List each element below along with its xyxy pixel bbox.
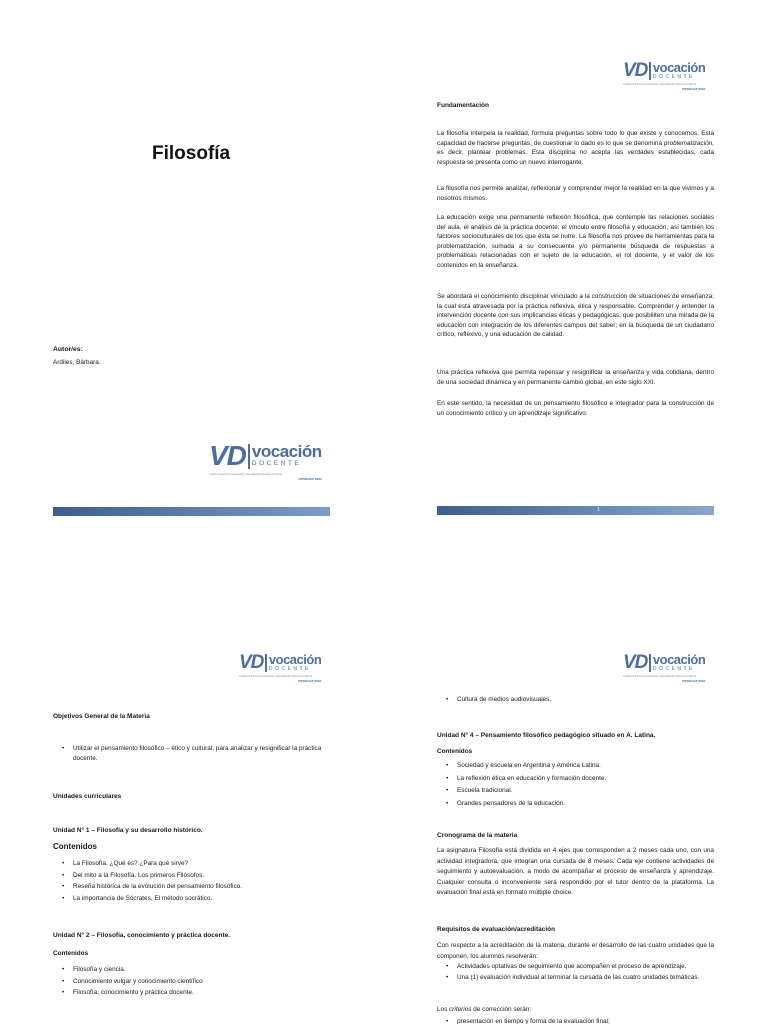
list-item: • La Filosofía. ¿Qué es? ¿Para qué sirve? — [53, 858, 330, 870]
unit4-list — [437, 760, 714, 810]
list-item: • Del mito a la Filosofía. Los primeros Filósofos. — [53, 870, 330, 882]
institution-logo — [209, 440, 322, 481]
paragraph — [437, 1005, 714, 1015]
section-heading: Requisitos de evaluación/acreditación — [437, 926, 556, 933]
paragraph: La filosofía nos permite analizar, reflexionar y comprender mejor la realidad en la que vivimos y a nosotros mismos. — [437, 185, 714, 202]
logo-word: vocación — [652, 60, 706, 75]
list-item: • Reseña histórica de la evolución del pensamiento filosófico. — [53, 881, 330, 893]
paragraph: La educación exige una permanente reflexión filosófica, que contemple las relaciones sociales del aula, el análisis de la práctica docente; el vínculo entre filosofía y educación; así también los factores socioculturales de los que ésta se nutre. La filosofía nos provee de herramientas para la problematización, sumada a su consecuente y/o permanente búsqueda de respuestas a problemáticas relacionadas con el sujeto de la educación, el rol docente, y el valor de los contenidos en la enseñanza. — [437, 214, 714, 269]
requirements-list — [437, 962, 714, 983]
logo-separator — [649, 654, 651, 672]
logo-code: DIPREGEP 6690 — [298, 477, 322, 481]
logo-sub: DOCENTE — [251, 460, 302, 467]
logo-separator — [649, 62, 651, 80]
unit-heading: Unidad N° 1 – Filosofía y su desarrollo histórico. — [53, 827, 203, 834]
paragraph-text: es decir, plantear problemas. Esta disciplina no acepta las verdades establecidas, cada respuesta se presenta como un nuevo interrogante. — [437, 149, 714, 166]
continued-list — [437, 694, 714, 706]
institution-logo — [623, 652, 705, 683]
page-objetivos — [0, 600, 384, 1024]
list-item: • La reflexión ética en educación y formación docente. — [437, 773, 714, 786]
institution-logo — [239, 652, 321, 683]
logo-code: DIPREGEP 6690 — [682, 87, 706, 91]
list-item: • Escuela tradicional. — [437, 785, 714, 798]
logo-tagline: Instituto Superior de Formación y Actualización Docente Continua — [623, 675, 696, 678]
unit-heading: Unidad N° 4 – Pensamiento filosófico pedagógico situado en A. Latina. — [437, 732, 656, 739]
list-item: • Utilizar el pensamiento filosófico – ético y cultural, para analizar y resignificar la práctica docente. — [53, 744, 330, 763]
unit-heading: Unidad N° 2 – Filosofía, conocimiento y práctica docente. — [53, 932, 231, 939]
logo-tagline: Instituto Superior de Formación y Actualización Docente Continua — [209, 473, 282, 476]
page-number: 1 — [597, 507, 600, 513]
list-item: • Cultura de medios audiovisuales. — [437, 694, 714, 706]
paragraph-text: de corrección serán: — [471, 1006, 532, 1013]
author-label: Autor/es: — [53, 346, 83, 353]
paragraph: Con respecto a la acreditación de la materia, durante el desarrollo de las cuatro unidades que la componen, los alumnos resolverán: — [437, 942, 714, 960]
list-item: • Filosofía y ciencia. — [53, 964, 330, 976]
objectives-list — [53, 744, 330, 763]
cover-title: Filosofía — [152, 143, 231, 164]
logo-code: DIPREGEP 6690 — [298, 679, 322, 683]
unit1-list — [53, 858, 330, 904]
list-item: • La importancia de Sócrates. El método socrático. — [53, 893, 330, 905]
list-item: • presentación en tiempo y forma de la evaluación final; — [437, 1016, 714, 1024]
paragraph-text: La filosofía interpela la realidad, formula preguntas sobre todo lo que existe y conocemos. Esta capacidad de hacerse preguntas, de cuestionar lo dado es lo que se denomina — [437, 130, 714, 147]
emphasis-text: criterios — [449, 1006, 472, 1013]
contents-label: Contenidos — [53, 950, 89, 957]
logo-separator — [248, 444, 250, 469]
logo-mark: VD — [623, 652, 648, 673]
list-item: • Filosofía, conocimiento y práctica docente. — [53, 987, 330, 999]
logo-tagline: Instituto Superior de Formación y Actualización Docente Continua — [239, 675, 312, 678]
list-item: • Conocimiento vulgar y conocimiento científico — [53, 976, 330, 988]
contents-label: Contenidos — [437, 748, 473, 755]
paragraph: Una práctica reflexiva que permita repensar y resignificar la enseñanza y vida cotidiana, dentro de una sociedad dinámica y en permanente cambio global, en este siglo XXI. — [437, 369, 714, 386]
logo-sub: DOCENTE — [652, 666, 695, 672]
section-heading: Unidades curriculares — [53, 793, 122, 800]
unit2-list — [53, 964, 330, 999]
institution-logo — [623, 60, 705, 91]
logo-word: vocación — [652, 652, 706, 667]
logo-sub: DOCENTE — [652, 74, 695, 80]
footer-bar — [53, 507, 330, 516]
list-item: • Una (1) evaluación individual al terminar la cursada de las cuatro unidades temáticas. — [437, 973, 714, 984]
paragraph: La asignatura Filosofía está dividida en 4 ejes que corresponden a 2 meses cada uno, con una actividad integradora, que integran una cursada de 8 meses. Cada eje contiene actividades de seguimiento y autoevaluación, a modo de acompañar el proceso de enseñanza y aprendizaje. Cualquier consulta o inconveniente será respondido por el tutor dentro de la plataforma. La evaluación final está en formato múltiple choice. — [437, 847, 714, 896]
paragraph — [437, 129, 714, 167]
criteria-list — [437, 1016, 714, 1024]
page-unidades — [384, 600, 768, 1024]
list-item: • Sociedad y escuela en Argentina y América Latina. — [437, 760, 714, 773]
logo-mark: VD — [239, 652, 264, 673]
page-cover — [0, 0, 384, 550]
paragraph-text: Los — [437, 1006, 450, 1013]
page-fundamentacion — [384, 0, 768, 550]
list-item: • Grandes pensadores de la educación. — [437, 798, 714, 811]
contents-label: Contenidos — [53, 842, 97, 851]
logo-word: vocación — [268, 652, 322, 667]
logo-word: vocación — [251, 442, 322, 461]
section-heading: Cronograma de la materia — [437, 832, 518, 839]
logo-mark: VD — [209, 440, 246, 471]
paragraph: Se abordará el conocimiento disciplinar vinculado a la construcción de situaciones de enseñanza; la cual está atravesada por la práctica reflexiva, ética y responsable. Comprender y entender la intervención docente con sus implicancias éticas y pedagógicas, que posibiliten una mirada de la educación con integración de los diferentes campos del saber; en la búsqueda de un ciudadano crítico, reflexivo, y una educación de calidad. — [437, 293, 714, 338]
section-heading: Fundamentación — [437, 102, 490, 109]
footer-bar — [437, 506, 714, 515]
section-heading: Objetivos General de la Materia — [53, 713, 150, 720]
paragraph: En este sentido, la necesidad de un pensamiento filosófico e integrador para la construcción de un conocimiento crítico y un aprendizaje significativo. — [437, 400, 714, 417]
emphasis-text: problematización, — [663, 139, 714, 147]
list-item: • Actividades optativas de seguimiento que acompañen el proceso de aprendizaje. — [437, 962, 714, 973]
logo-code: DIPREGEP 6690 — [682, 679, 706, 683]
logo-sub: DOCENTE — [268, 666, 311, 672]
logo-tagline: Instituto Superior de Formación y Actualización Docente Continua — [623, 83, 696, 86]
logo-mark: VD — [623, 60, 648, 81]
logo-separator — [265, 654, 267, 672]
author-name: Ardiles, Bárbara. — [53, 359, 101, 366]
